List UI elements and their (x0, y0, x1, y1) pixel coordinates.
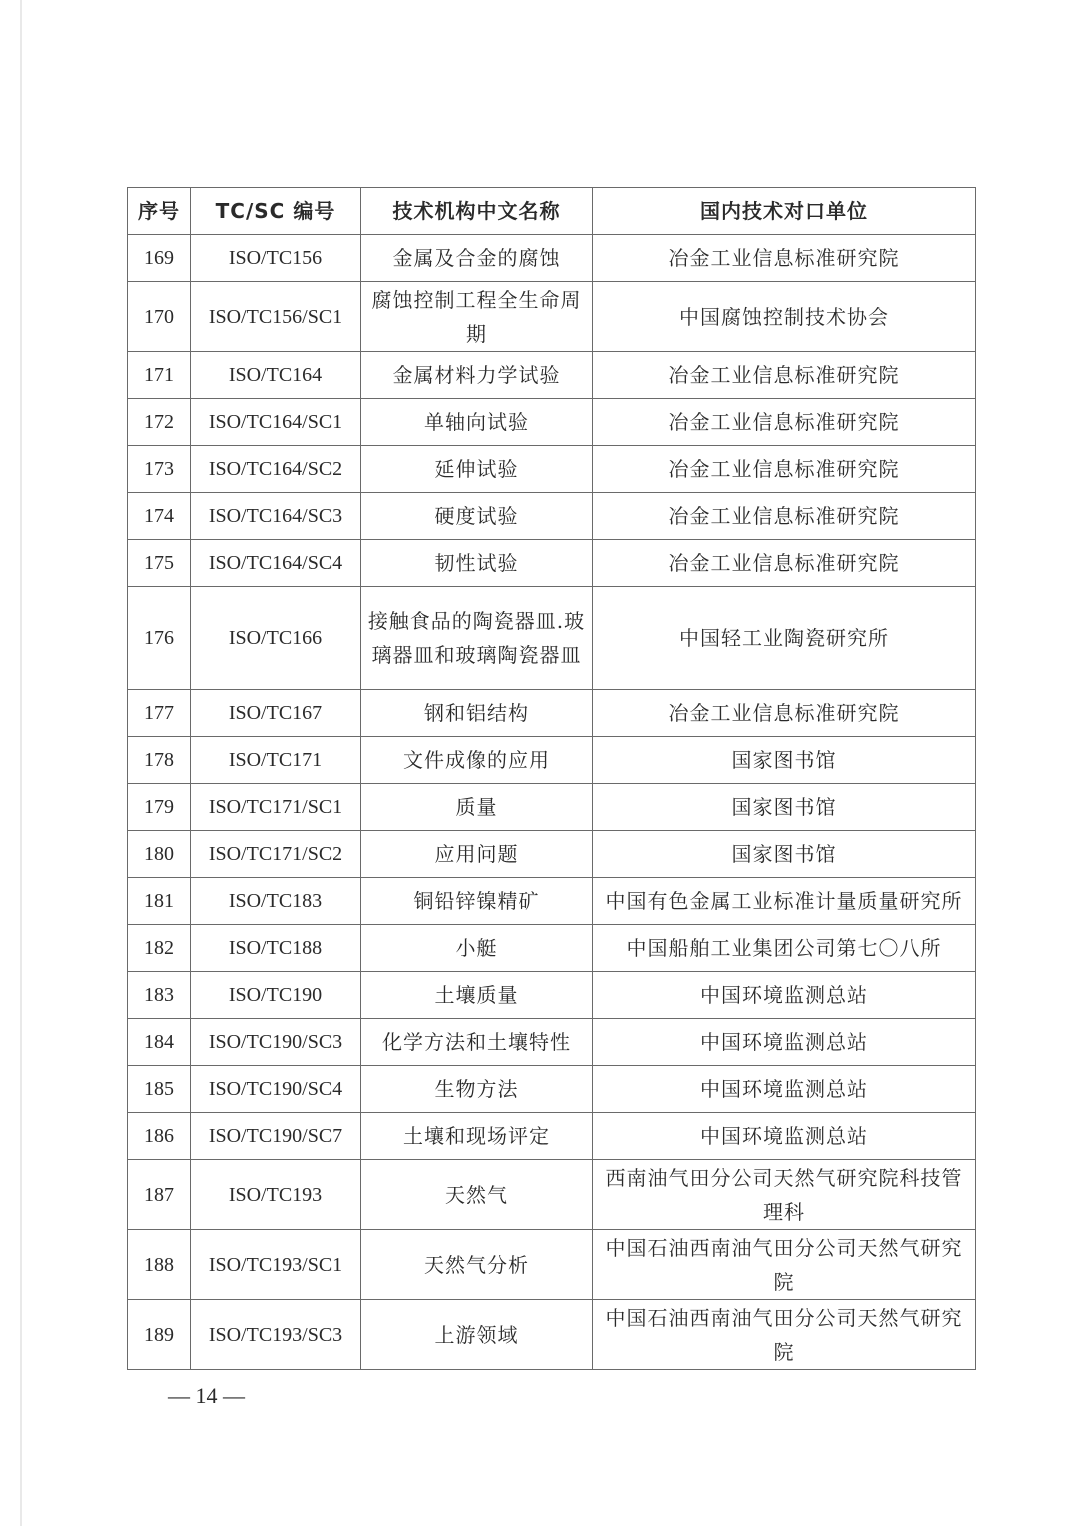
row-tc-sc-code: ISO/TC190/SC3 (191, 1019, 361, 1066)
row-tc-sc-code: ISO/TC166 (191, 587, 361, 690)
row-committee-name: 硬度试验 (361, 493, 593, 540)
row-serial-number: 179 (128, 784, 191, 831)
row-committee-name: 应用问题 (361, 831, 593, 878)
row-serial-number: 176 (128, 587, 191, 690)
row-committee-name: 小艇 (361, 925, 593, 972)
row-domestic-unit: 冶金工业信息标准研究院 (593, 352, 976, 399)
row-serial-number: 173 (128, 446, 191, 493)
row-tc-sc-code: ISO/TC167 (191, 690, 361, 737)
row-domestic-unit: 中国腐蚀控制技术协会 (593, 282, 976, 352)
table-row (128, 282, 976, 352)
row-committee-name: 天然气分析 (361, 1230, 593, 1300)
row-committee-name: 金属材料力学试验 (361, 352, 593, 399)
row-committee-name: 土壤和现场评定 (361, 1113, 593, 1160)
row-serial-number: 188 (128, 1230, 191, 1300)
row-tc-sc-code: ISO/TC190/SC4 (191, 1066, 361, 1113)
row-serial-number: 181 (128, 878, 191, 925)
row-serial-number: 184 (128, 1019, 191, 1066)
row-tc-sc-code: ISO/TC164/SC1 (191, 399, 361, 446)
row-domestic-unit: 西南油气田分公司天然气研究院科技管理科 (593, 1160, 976, 1230)
table-row (128, 784, 976, 831)
row-committee-name: 质量 (361, 784, 593, 831)
header-serial-number: 序号 (128, 188, 191, 235)
row-committee-name: 铜铅锌镍精矿 (361, 878, 593, 925)
row-serial-number: 177 (128, 690, 191, 737)
row-committee-name: 土壤质量 (361, 972, 593, 1019)
row-domestic-unit: 中国环境监测总站 (593, 1066, 976, 1113)
row-domestic-unit: 冶金工业信息标准研究院 (593, 399, 976, 446)
row-committee-name: 文件成像的应用 (361, 737, 593, 784)
row-tc-sc-code: ISO/TC156 (191, 235, 361, 282)
row-committee-name: 钢和铝结构 (361, 690, 593, 737)
row-committee-name: 天然气 (361, 1160, 593, 1230)
row-serial-number: 169 (128, 235, 191, 282)
table-row (128, 878, 976, 925)
row-committee-name: 延伸试验 (361, 446, 593, 493)
header-committee-chinese-name: 技术机构中文名称 (361, 188, 593, 235)
row-domestic-unit: 中国环境监测总站 (593, 972, 976, 1019)
table-row (128, 1019, 976, 1066)
table-row (128, 831, 976, 878)
row-domestic-unit: 冶金工业信息标准研究院 (593, 493, 976, 540)
table-row (128, 1230, 976, 1300)
row-committee-name: 接触食品的陶瓷器皿.玻璃器皿和玻璃陶瓷器皿 (361, 587, 593, 690)
row-domestic-unit: 国家图书馆 (593, 784, 976, 831)
page-number: — 14 — (168, 1383, 245, 1408)
row-tc-sc-code: ISO/TC164/SC4 (191, 540, 361, 587)
table-row (128, 737, 976, 784)
row-domestic-unit: 中国石油西南油气田分公司天然气研究院 (593, 1300, 976, 1370)
row-tc-sc-code: ISO/TC171/SC1 (191, 784, 361, 831)
row-tc-sc-code: ISO/TC171/SC2 (191, 831, 361, 878)
row-tc-sc-code: ISO/TC164 (191, 352, 361, 399)
row-serial-number: 189 (128, 1300, 191, 1370)
row-tc-sc-code: ISO/TC193/SC1 (191, 1230, 361, 1300)
table-row (128, 1066, 976, 1113)
row-serial-number: 178 (128, 737, 191, 784)
row-domestic-unit: 冶金工业信息标准研究院 (593, 446, 976, 493)
row-committee-name: 金属及合金的腐蚀 (361, 235, 593, 282)
table-row (128, 1300, 976, 1370)
table-row (128, 235, 976, 282)
table-row (128, 540, 976, 587)
row-tc-sc-code: ISO/TC193/SC3 (191, 1300, 361, 1370)
row-tc-sc-code: ISO/TC190 (191, 972, 361, 1019)
row-serial-number: 180 (128, 831, 191, 878)
header-domestic-counterpart: 国内技术对口单位 (593, 188, 976, 235)
table-row (128, 925, 976, 972)
row-serial-number: 187 (128, 1160, 191, 1230)
row-serial-number: 185 (128, 1066, 191, 1113)
row-domestic-unit: 冶金工业信息标准研究院 (593, 540, 976, 587)
row-committee-name: 化学方法和土壤特性 (361, 1019, 593, 1066)
row-tc-sc-code: ISO/TC188 (191, 925, 361, 972)
table-row (128, 493, 976, 540)
row-serial-number: 170 (128, 282, 191, 352)
row-committee-name: 单轴向试验 (361, 399, 593, 446)
table-row (128, 690, 976, 737)
row-domestic-unit: 中国有色金属工业标准计量质量研究所 (593, 878, 976, 925)
row-domestic-unit: 国家图书馆 (593, 831, 976, 878)
header-tc-sc-code: TC/SC 编号 (191, 188, 361, 235)
row-tc-sc-code: ISO/TC183 (191, 878, 361, 925)
row-tc-sc-code: ISO/TC164/SC2 (191, 446, 361, 493)
row-serial-number: 182 (128, 925, 191, 972)
table-row (128, 972, 976, 1019)
row-tc-sc-code: ISO/TC193 (191, 1160, 361, 1230)
row-domestic-unit: 中国环境监测总站 (593, 1019, 976, 1066)
row-domestic-unit: 中国轻工业陶瓷研究所 (593, 587, 976, 690)
row-tc-sc-code: ISO/TC164/SC3 (191, 493, 361, 540)
row-serial-number: 171 (128, 352, 191, 399)
row-domestic-unit: 中国环境监测总站 (593, 1113, 976, 1160)
row-serial-number: 175 (128, 540, 191, 587)
row-serial-number: 186 (128, 1113, 191, 1160)
iso-tc-correspondence-table (127, 187, 976, 1370)
table-row (128, 352, 976, 399)
table-row (128, 1113, 976, 1160)
row-committee-name: 生物方法 (361, 1066, 593, 1113)
table-row (128, 587, 976, 690)
row-domestic-unit: 冶金工业信息标准研究院 (593, 690, 976, 737)
row-domestic-unit: 冶金工业信息标准研究院 (593, 235, 976, 282)
table-row (128, 446, 976, 493)
row-domestic-unit: 中国石油西南油气田分公司天然气研究院 (593, 1230, 976, 1300)
row-serial-number: 174 (128, 493, 191, 540)
page-edge-shadow (20, 0, 22, 1526)
row-committee-name: 腐蚀控制工程全生命周期 (361, 282, 593, 352)
row-tc-sc-code: ISO/TC171 (191, 737, 361, 784)
row-domestic-unit: 中国船舶工业集团公司第七〇八所 (593, 925, 976, 972)
row-serial-number: 183 (128, 972, 191, 1019)
table-body (128, 235, 976, 1370)
row-tc-sc-code: ISO/TC156/SC1 (191, 282, 361, 352)
table-row (128, 1160, 976, 1230)
row-serial-number: 172 (128, 399, 191, 446)
table-row (128, 399, 976, 446)
row-tc-sc-code: ISO/TC190/SC7 (191, 1113, 361, 1160)
row-domestic-unit: 国家图书馆 (593, 737, 976, 784)
row-committee-name: 上游领域 (361, 1300, 593, 1370)
table-header-row (128, 188, 976, 235)
row-committee-name: 韧性试验 (361, 540, 593, 587)
